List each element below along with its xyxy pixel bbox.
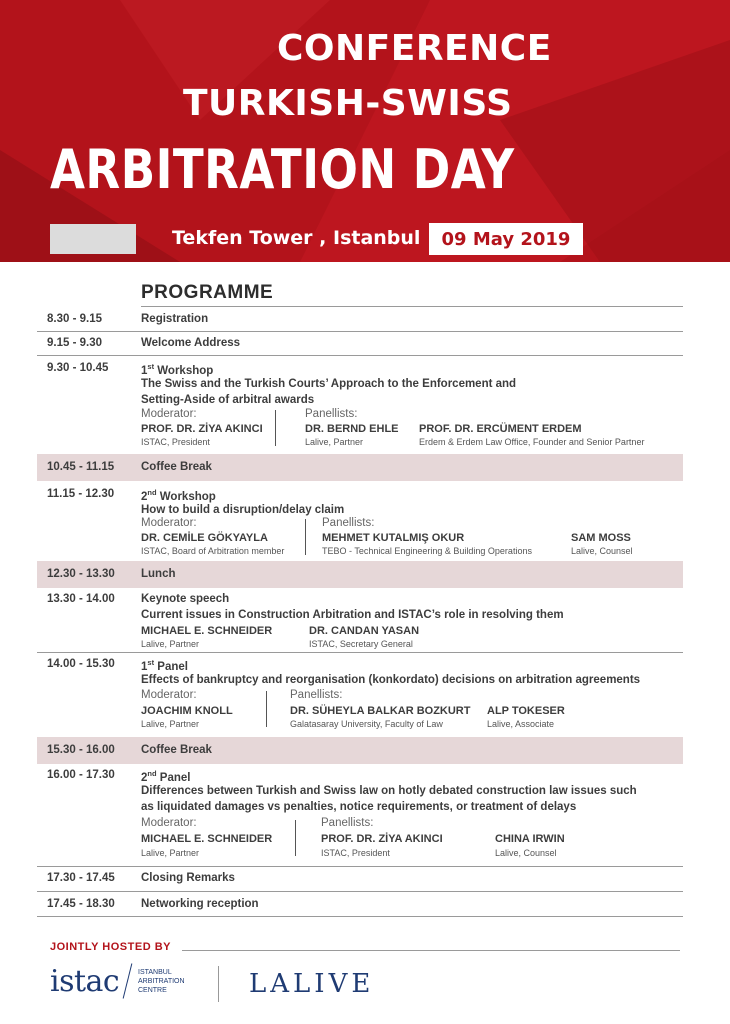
speaker-name: PROF. DR. ZİYA AKINCI (321, 833, 443, 845)
row-title: Keynote speech (141, 593, 230, 605)
row-description: How to build a disruption/delay claim (141, 504, 345, 516)
row-title: Welcome Address (141, 337, 241, 349)
row-title: Registration (141, 313, 209, 325)
header-banner (0, 0, 730, 262)
speaker-affiliation: Lalive, Partner (141, 639, 200, 649)
speaker-name: PROF. DR. ERCÜMENT ERDEM (419, 423, 582, 435)
row-time: 12.30 - 13.30 (47, 568, 115, 580)
row-time: 17.45 - 18.30 (47, 898, 115, 910)
lalive-logo: LALIVE (249, 969, 375, 999)
panellists-label: Panellists: (290, 689, 343, 701)
speaker-name: DR. CANDAN YASAN (309, 625, 420, 637)
header-turkish-swiss: TURKISH-SWISS (183, 83, 513, 124)
row-time: 15.30 - 16.00 (47, 744, 115, 756)
speaker-name: MICHAEL E. SCHNEIDER (141, 833, 273, 845)
panellists-label: Panellists: (321, 817, 374, 829)
programme-row-coffee-break (37, 737, 683, 764)
speaker-affiliation: Lalive, Associate (487, 719, 555, 729)
speaker-affiliation: ISTAC, President (141, 437, 210, 447)
moderator-label: Moderator: (141, 689, 197, 701)
programme-row-workshop-1 (37, 356, 683, 454)
row-time: 13.30 - 14.00 (47, 593, 115, 605)
row-title: Coffee Break (141, 461, 212, 473)
row-title: Closing Remarks (141, 872, 235, 884)
logo-divider (218, 966, 219, 1002)
row-description: The Swiss and the Turkish Courts’ Approach to the Enforcement and (141, 378, 517, 390)
speaker-name: CHINA IRWIN (495, 833, 565, 845)
programme-row-keynote (37, 588, 683, 652)
panellists-label: Panellists: (305, 408, 358, 420)
programme-title: PROGRAMME (141, 282, 274, 303)
row-time: 11.15 - 12.30 (47, 488, 115, 500)
row-description: as liquidated damages vs penalties, notice requirements, or treatment of delays (141, 801, 577, 813)
venue-text: Tekfen Tower , Istanbul (172, 227, 421, 249)
speaker-name: MEHMET KUTALMIŞ OKUR (322, 532, 465, 544)
speaker-name: PROF. DR. ZİYA AKINCI (141, 423, 263, 435)
speaker-affiliation: Lalive, Partner (305, 437, 364, 447)
programme-row-welcome (37, 332, 683, 356)
programme-row-lunch (37, 561, 683, 588)
row-title: Coffee Break (141, 744, 212, 756)
speaker-name: DR. SÜHEYLA BALKAR BOZKURT (290, 705, 471, 717)
speaker-affiliation: TEBO - Technical Engineering & Building Operations (322, 546, 532, 556)
programme-row-registration (37, 307, 683, 331)
speaker-name: JOACHIM KNOLL (141, 705, 233, 717)
programme-row-networking (37, 892, 683, 916)
row-description: Effects of bankruptcy and reorganisation (konkordato) decisions on arbitration agreements (141, 674, 641, 686)
istac-logo: istac (50, 964, 120, 999)
speaker-affiliation: Lalive, Partner (141, 719, 200, 729)
programme-row-coffee-break (37, 454, 683, 481)
row-title: 2nd Workshop (141, 488, 216, 503)
speaker-affiliation: ISTAC, President (321, 848, 390, 858)
divider (37, 916, 683, 917)
speaker-affiliation: ISTAC, Board of Arbitration member (141, 546, 285, 556)
divider (182, 950, 680, 951)
istac-logo-subtitle: ISTANBUL ARBITRATION CENTRE (138, 969, 185, 994)
row-description: Current issues in Construction Arbitration and ISTAC’s role in resolving them (141, 609, 564, 621)
speaker-affiliation: Erdem & Erdem Law Office, Founder and Senior Partner (419, 437, 645, 447)
speaker-name: SAM MOSS (571, 532, 631, 544)
header-conference: CONFERENCE (277, 28, 552, 69)
vertical-divider (266, 691, 267, 727)
panellists-label: Panellists: (322, 517, 375, 529)
speaker-name: DR. BERND EHLE (305, 423, 399, 435)
speaker-affiliation: ISTAC, Secretary General (309, 639, 413, 649)
row-title: 1st Panel (141, 658, 188, 673)
speaker-affiliation: Galatasaray University, Faculty of Law (290, 719, 443, 729)
date-text: 09 May 2019 (441, 228, 571, 250)
speaker-affiliation: Lalive, Counsel (571, 546, 633, 556)
row-title: Lunch (141, 568, 176, 580)
speaker-name: DR. CEMİLE GÖKYAYLA (141, 532, 268, 544)
row-time: 10.45 - 11.15 (47, 461, 115, 473)
speaker-name: MICHAEL E. SCHNEIDER (141, 625, 273, 637)
row-title: Networking reception (141, 898, 259, 910)
speaker-affiliation: Lalive, Partner (141, 848, 200, 858)
vertical-divider (305, 519, 306, 555)
moderator-label: Moderator: (141, 817, 197, 829)
vertical-divider (295, 820, 296, 856)
programme-row-panel-1 (37, 653, 683, 737)
row-description: Setting-Aside of arbitral awards (141, 394, 315, 406)
row-time: 14.00 - 15.30 (47, 658, 115, 670)
vertical-divider (275, 410, 276, 446)
programme-row-closing (37, 867, 683, 891)
programme-row-workshop-2 (37, 481, 683, 561)
row-time: 9.30 - 10.45 (47, 362, 109, 374)
row-time: 17.30 - 17.45 (47, 872, 115, 884)
row-title: 2nd Panel (141, 769, 191, 784)
header-arbitration-day: ARBITRATION DAY (50, 138, 515, 201)
date-badge (429, 223, 583, 255)
speaker-affiliation: Lalive, Counsel (495, 848, 557, 858)
row-time: 9.15 - 9.30 (47, 337, 102, 349)
speaker-name: ALP TOKESER (487, 705, 565, 717)
moderator-label: Moderator: (141, 408, 197, 420)
row-time: 16.00 - 17.30 (47, 769, 115, 781)
row-time: 8.30 - 9.15 (47, 313, 102, 325)
row-description: Differences between Turkish and Swiss law on hotly debated construction law issues such (141, 785, 637, 797)
row-title: 1st Workshop (141, 362, 214, 377)
programme-row-panel-2 (37, 764, 683, 866)
jointly-hosted-label: JOINTLY HOSTED BY (50, 941, 171, 953)
moderator-label: Moderator: (141, 517, 197, 529)
istac-logo-slash (123, 963, 133, 998)
header-grey-block (50, 224, 136, 254)
